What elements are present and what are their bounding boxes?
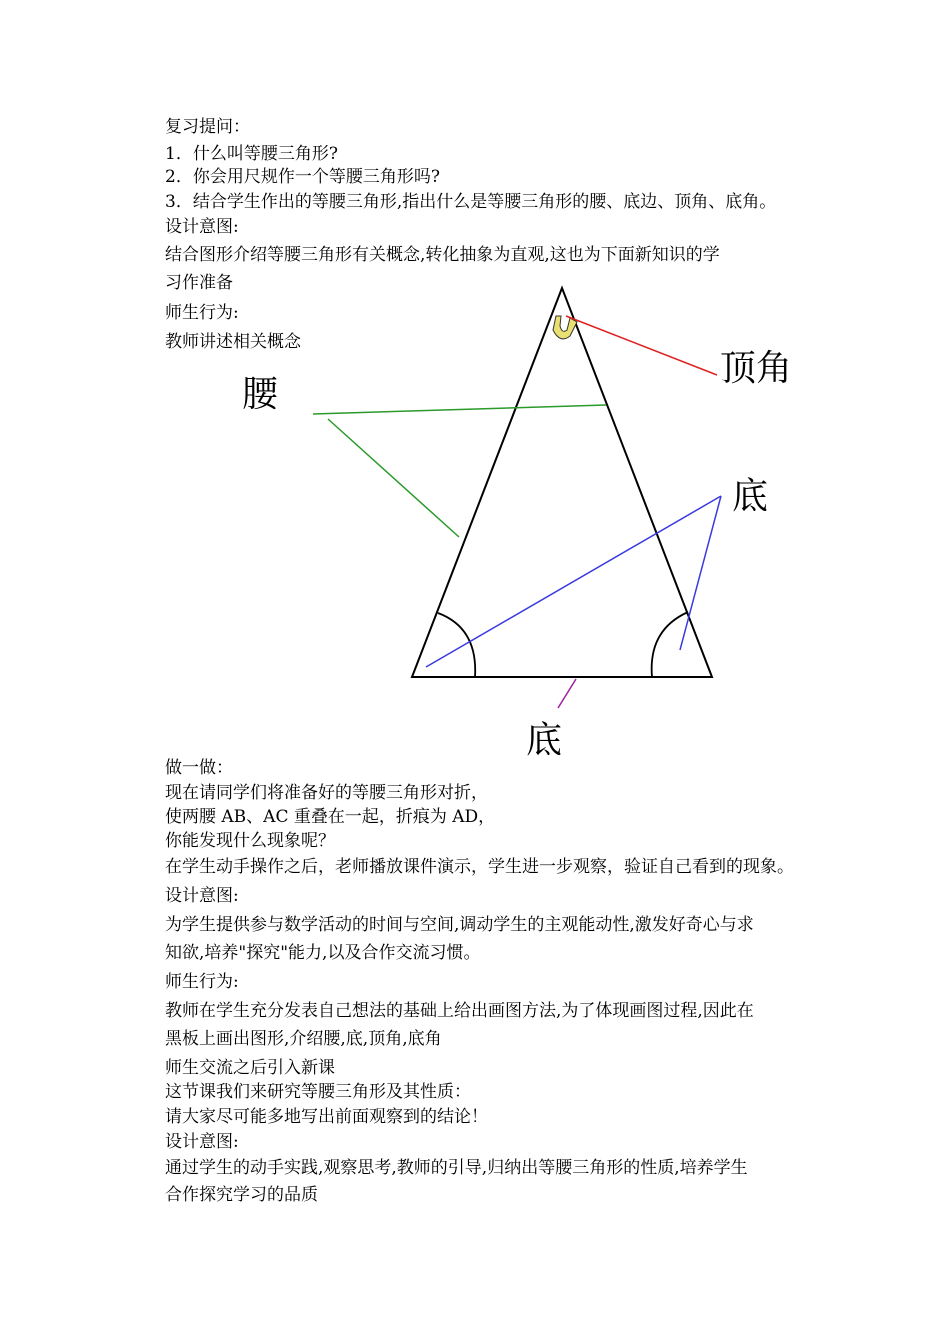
teacher-student-text-2a: 教师在学生充分发表自己想法的基础上给出画图方法,为了体现画图过程,因此在 <box>165 1001 754 1021</box>
question-1: 1．什么叫等腰三角形? <box>165 144 338 164</box>
right-base-angle-arc <box>652 612 688 677</box>
design-intent-text-2b: 知欲,培养"探究"能力,以及合作交流习惯。 <box>165 943 481 963</box>
waist-pointer-line-1 <box>313 405 606 414</box>
label-waist: 腰 <box>242 374 279 415</box>
question-2: 2．你会用尺规作一个等腰三角形吗? <box>165 167 440 187</box>
left-base-angle-arc <box>438 613 475 677</box>
design-intent-heading-3: 设计意图: <box>165 1132 239 1152</box>
activity-line-1: 现在请同学们将准备好的等腰三角形对折， <box>165 783 488 803</box>
activity-line-4: 在学生动手操作之后，老师播放课件演示，学生进一步观察，验证自己看到的现象。 <box>165 857 794 877</box>
question-3: 3．结合学生作出的等腰三角形,指出什么是等腰三角形的腰、底边、顶角、底角。 <box>165 192 777 212</box>
design-intent-text-1a: 结合图形介绍等腰三角形有关概念,转化抽象为直观,这也为下面新知识的学 <box>165 245 720 265</box>
design-intent-text-2a: 为学生提供参与数学活动的时间与空间,调动学生的主观能动性,激发好奇心与求 <box>165 915 754 935</box>
base-pointer-line <box>558 679 576 708</box>
label-apex-angle: 顶角 <box>720 348 793 389</box>
teacher-student-text-1: 教师讲述相关概念 <box>165 332 301 352</box>
activity-line-3: 你能发现什么现象呢？ <box>165 831 335 851</box>
new-lesson-line: 这节课我们来研究等腰三角形及其性质： <box>165 1082 471 1102</box>
base-angle-pointer-line-2 <box>680 496 721 650</box>
review-heading: 复习提问： <box>165 117 250 137</box>
design-intent-text-1b: 习作准备 <box>165 273 233 293</box>
design-intent-heading-2: 设计意图: <box>165 886 239 906</box>
do-it-heading: 做一做： <box>165 758 233 778</box>
design-intent-text-3b: 合作探究学习的品质 <box>165 1185 318 1205</box>
label-base: 底 <box>526 720 563 761</box>
exchange-line: 师生交流之后引入新课 <box>165 1058 335 1078</box>
waist-pointer-line-2 <box>328 419 459 537</box>
apex-pointer-line <box>566 316 717 375</box>
base-angle-pointer-line-1 <box>426 496 721 667</box>
teacher-student-heading-1: 师生行为: <box>165 303 239 323</box>
triangle-outline <box>412 288 712 677</box>
teacher-student-heading-2: 师生行为: <box>165 972 239 992</box>
activity-line-2: 使两腰 AB、AC 重叠在一起，折痕为 AD， <box>165 807 496 827</box>
conclusion-prompt-line: 请大家尽可能多地写出前面观察到的结论！ <box>165 1107 488 1127</box>
teacher-student-text-2b: 黑板上画出图形,介绍腰,底,顶角,底角 <box>165 1029 442 1049</box>
label-base-angle: 底 <box>732 476 769 517</box>
design-intent-text-3a: 通过学生的动手实践,观察思考,教师的引导,归纳出等腰三角形的性质,培养学生 <box>165 1158 748 1178</box>
design-intent-heading-1: 设计意图: <box>165 217 239 237</box>
